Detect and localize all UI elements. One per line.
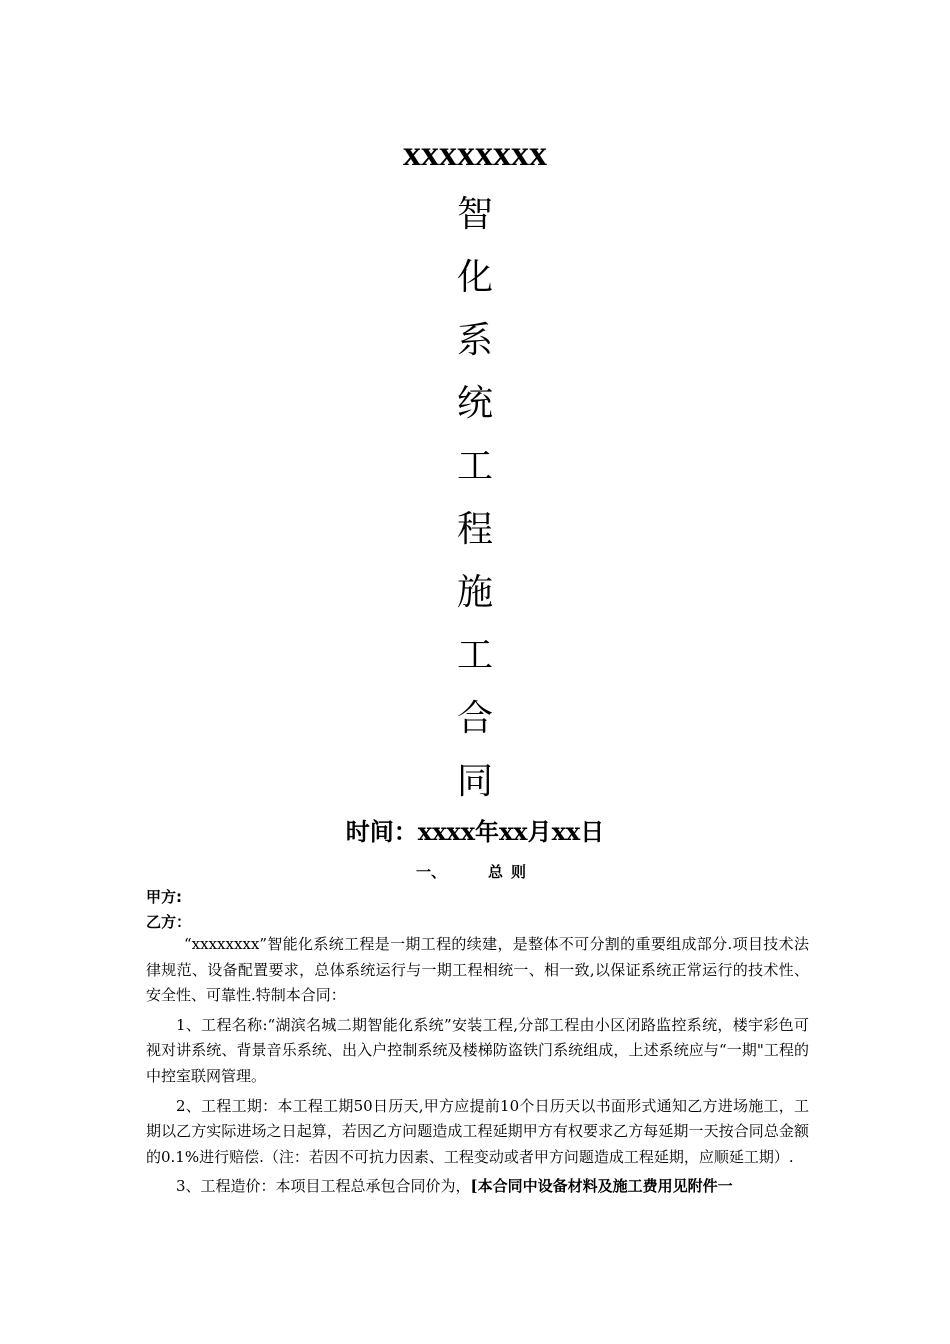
section-number: 一、 bbox=[415, 863, 446, 881]
party-a-label: 甲方: bbox=[146, 888, 182, 906]
title-char: 化 bbox=[456, 257, 493, 298]
title-char: 同 bbox=[456, 761, 493, 802]
intro-paragraph: “xxxxxxxx”智能化系统工程是一期工程的续建，是整体不可分割的重要组成部分.项目技术法律规范、设备配置要求，总体系统运行与一期工程相统一、相一致,以保证系统正常运行的技术性、安全性、可靠性.特制本合同： bbox=[146, 935, 809, 1005]
contract-title-main: xxxxxxxx bbox=[403, 133, 547, 173]
title-char: 系 bbox=[456, 320, 493, 361]
contract-title-vertical bbox=[0, 183, 950, 813]
clause-project-cost bbox=[146, 1174, 809, 1200]
clause-cost-text: 3、工程造价：本项目工程总承包合同价为， bbox=[176, 1177, 471, 1196]
section-title: 总则 bbox=[488, 863, 535, 881]
clause-project-duration: 2、工程工期：本工程工期50日历天,甲方应提前10个日历天以书面形式通知乙方进场施工，工期以乙方实际进场之日起算，若因乙方问题造成工程延期甲方有权要求乙方每延期一天按合同总金额的0.1%进行赔偿.（注：若因不可抗力因素、工程变动或者甲方问题造成工程延期，应顺延工期）. bbox=[146, 1096, 809, 1166]
section-heading bbox=[0, 860, 950, 884]
title-char: 施 bbox=[456, 572, 493, 613]
title-char: 程 bbox=[456, 509, 493, 550]
clause-cost-bold-text: [本合同中设备材料及施工费用见附件一 bbox=[470, 1177, 733, 1196]
title-char: 智 bbox=[456, 194, 493, 235]
contract-body bbox=[146, 932, 809, 1204]
clause-project-name: 1、工程名称:“湖滨名城二期智能化系统”安装工程,分部工程由小区闭路监控系统，楼宇彩色可视对讲系统、背景音乐系统、出入户控制系统及楼梯防盗铁门系统组成，上述系统应与“一期"工程的中控室联网管理。 bbox=[146, 1015, 809, 1085]
title-char: 工 bbox=[456, 446, 493, 487]
party-b-label: 乙方： bbox=[146, 913, 192, 931]
title-char: 合 bbox=[456, 698, 493, 739]
contract-date: 时间：xxxx年xx月xx日 bbox=[345, 817, 605, 846]
title-char: 工 bbox=[456, 635, 493, 676]
title-char: 统 bbox=[456, 383, 493, 424]
